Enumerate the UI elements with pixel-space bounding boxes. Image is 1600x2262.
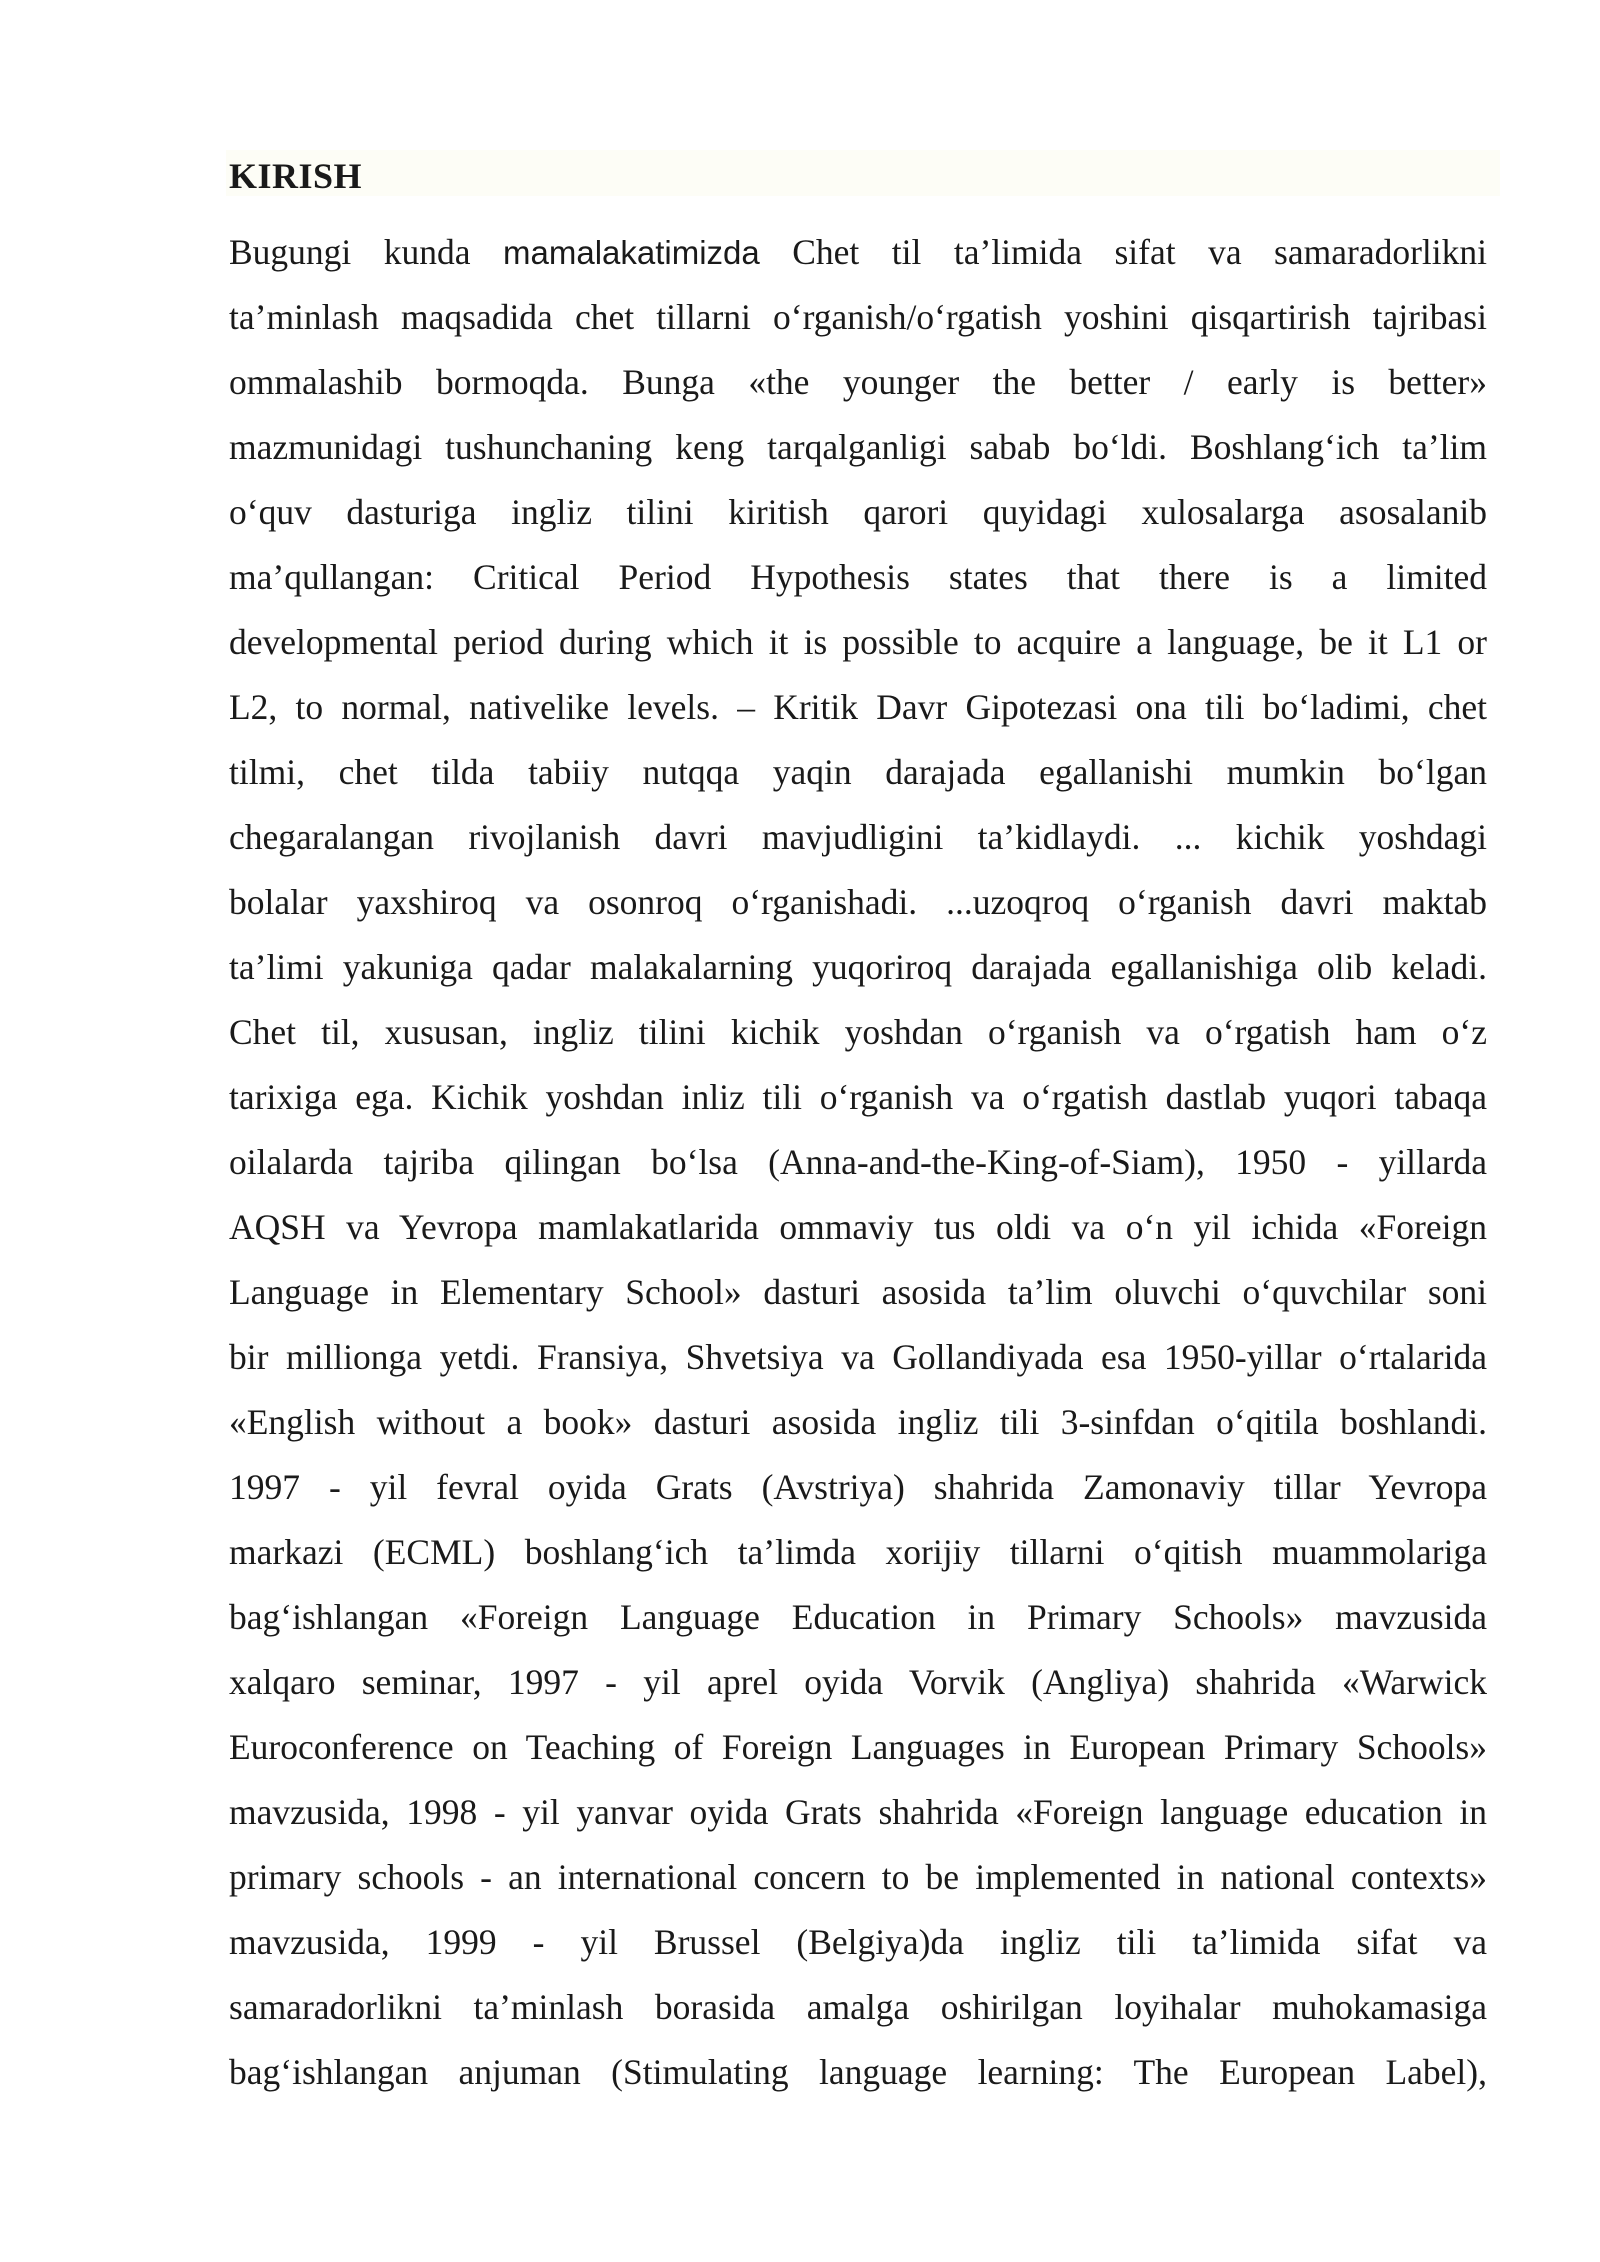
line-segment: Bugungi kunda: [229, 232, 471, 272]
text-line: oilalarda tajriba qilingan bo‘lsa (Anna-and-the-King-of-Siam), 1950 - yillarda: [229, 1142, 1487, 1182]
text-line: developmental period during which it is possible to acquire a language, be it L1 or: [229, 622, 1487, 662]
text-line: Chet til, xususan, ingliz tilini kichik yoshdan o‘rganish va o‘rgatish ham o‘z: [229, 1012, 1487, 1052]
heading-highlight: [226, 150, 1500, 196]
text-line: ta’limi yakuniga qadar malakalarning yuqoriroq darajada egallanishiga olib keladi.: [229, 947, 1487, 987]
text-line: 1997 - yil fevral oyida Grats (Avstriya) shahrida Zamonaviy tillar Yevropa: [229, 1467, 1487, 1507]
body-paragraph: [229, 220, 1487, 2105]
text-line: xalqaro seminar, 1997 - yil aprel oyida Vorvik (Angliya) shahrida «Warwick: [229, 1662, 1487, 1702]
text-line: samaradorlikni ta’minlash borasida amalga oshirilgan loyihalar muhokamasiga: [229, 1987, 1487, 2027]
text-line: o‘quv dasturiga ingliz tilini kiritish qarori quyidagi xulosalarga asosalanib: [229, 492, 1487, 532]
text-line: «English without a book» dasturi asosida ingliz tili 3-sinfdan o‘qitila boshlandi.: [229, 1402, 1487, 1442]
text-line: ta’minlash maqsadida chet tillarni o‘rganish/o‘rgatish yoshini qisqartirish tajribasi: [229, 297, 1487, 337]
text-line: Euroconference on Teaching of Foreign Languages in European Primary Schools»: [229, 1727, 1487, 1767]
text-line: ommalashib bormoqda. Bunga «the younger the better / early is better»: [229, 362, 1487, 402]
text-line: bolalar yaxshiroq va osonroq o‘rganishadi. ...uzoqroq o‘rganish davri maktab: [229, 882, 1487, 922]
text-line: chegaralangan rivojlanish davri mavjudligini ta’kidlaydi. ... kichik yoshdagi: [229, 817, 1487, 857]
text-line: [229, 220, 1487, 285]
text-line: bir millionga yetdi. Fransiya, Shvetsiya va Gollandiyada esa 1950-yillar o‘rtalarida: [229, 1337, 1487, 1377]
line-segment-sans: mamalakatimizda: [503, 234, 760, 271]
text-line: bag‘ishlangan «Foreign Language Education in Primary Schools» mavzusida: [229, 1597, 1487, 1637]
text-line: Language in Elementary School» dasturi asosida ta’lim oluvchi o‘quvchilar soni: [229, 1272, 1487, 1312]
text-line: AQSH va Yevropa mamlakatlarida ommaviy tus oldi va o‘n yil ichida «Foreign: [229, 1207, 1487, 1247]
section-heading: KIRISH: [229, 156, 363, 196]
text-line: mazmunidagi tushunchaning keng tarqalganligi sabab bo‘ldi. Boshlang‘ich ta’lim: [229, 427, 1487, 467]
text-line: tilmi, chet tilda tabiiy nutqqa yaqin darajada egallanishi mumkin bo‘lgan: [229, 752, 1487, 792]
text-line: primary schools - an international concern to be implemented in national contexts»: [229, 1857, 1487, 1897]
text-line: mavzusida, 1998 - yil yanvar oyida Grats shahrida «Foreign language education in: [229, 1792, 1487, 1832]
text-line: tarixiga ega. Kichik yoshdan inliz tili o‘rganish va o‘rgatish dastlab yuqori tabaqa: [229, 1077, 1487, 1117]
text-line: mavzusida, 1999 - yil Brussel (Belgiya)da ingliz tili ta’limida sifat va: [229, 1922, 1487, 1962]
line-segment: Chet til ta’limida sifat va samaradorlikni: [792, 232, 1487, 272]
text-line: markazi (ECML) boshlang‘ich ta’limda xorijiy tillarni o‘qitish muammolariga: [229, 1532, 1487, 1572]
text-line: ma’qullangan: Critical Period Hypothesis states that there is a limited: [229, 557, 1487, 597]
text-line: bag‘ishlangan anjuman (Stimulating language learning: The European Label),: [229, 2052, 1487, 2092]
text-line: L2, to normal, nativelike levels. – Kritik Davr Gipotezasi ona tili bo‘ladimi, chet: [229, 687, 1487, 727]
